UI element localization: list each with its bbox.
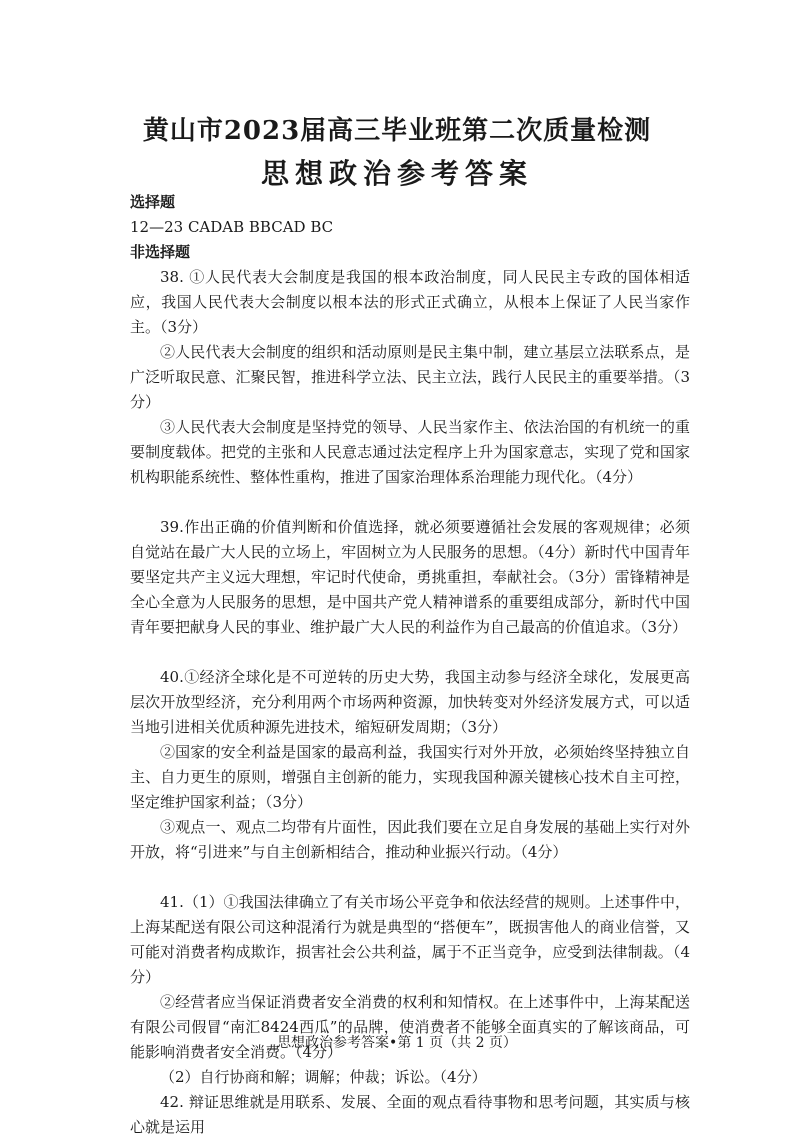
q40-paragraph-1: 40.①经济全球化是不可逆转的历史大势，我国主动参与经济全球化，发展更高层次开放型经济，充分利用两个市场两种资源，加快转变对外经济发展方式，可以适当地引进相关优质种源先进技术，缩短研发周期；（3分） — [130, 668, 690, 736]
q38-paragraph-2: ②人民代表大会制度的组织和活动原则是民主集中制，建立基层立法联系点，是广泛听取民意、汇聚民智，推进科学立法、民主立法，践行人民民主的重要举措。（3分） — [130, 343, 690, 411]
spacer — [130, 640, 690, 665]
page-footer: 思想政治参考答案•第 1 页（共 2 页） — [277, 1035, 517, 1051]
choice-heading: 选择题 — [130, 193, 176, 211]
spacer — [130, 490, 690, 515]
q41-paragraph-3: （2）自行协商和解；调解；仲裁；诉讼。（4分） — [160, 1068, 487, 1086]
spacer — [130, 865, 690, 890]
page-title: 黄山市2023届高三毕业班第二次质量检测 — [142, 116, 652, 146]
choice-answers: 12—23 CADAB BBCAD BC — [130, 218, 334, 236]
q42-paragraph-1: 42. 辩证思维就是用联系、发展、全面的观点看待事物和思考问题，其实质与核心就是运用 — [130, 1093, 690, 1136]
q41-paragraph-2: ②经营者应当保证消费者安全消费的权利和知情权。在上述事件中，上海某配送有限公司假冒“南汇8424西瓜”的品牌，使消费者不能够全面真实的了解该商品，可能影响消费者安全消费。（4分） — [130, 993, 690, 1061]
nonchoice-heading: 非选择题 — [130, 243, 191, 261]
q38-paragraph-1: 38. ①人民代表大会制度是我国的根本政治制度，同人民民主专政的国体相适应，我国人民代表大会制度以根本法的形式正式确立，从根本上保证了人民当家作主。（3分） — [130, 268, 690, 336]
q39-paragraph-1: 39.作出正确的价值判断和价值选择，就必须要遵循社会发展的客观规律；必须自觉站在最广大人民的立场上，牢固树立为人民服务的思想。（4分）新时代中国青年要坚定共产主义远大理想，牢记时代使命，勇挑重担，奉献社会。（3分）雷锋精神是全心全意为人民服务的思想，是中国共产党人精神谱系的重要组成部分，新时代中国青年要把献身人民的事业、维护最广大人民的利益作为自己最高的价值追求。（3分） — [130, 518, 690, 636]
q40-paragraph-2: ②国家的安全利益是国家的最高利益，我国实行对外开放，必须始终坚持独立自主、自力更生的原则，增强自主创新的能力，实现我国种源关键核心技术自主可控，坚定维护国家利益；（3分） — [130, 743, 690, 811]
q38-paragraph-3: ③人民代表大会制度是坚持党的领导、人民当家作主、依法治国的有机统一的重要制度载体。把党的主张和人民意志通过法定程序上升为国家意志，实现了党和国家机构职能系统性、整体性重构，推进了国家治理体系治理能力现代化。（4分） — [130, 418, 690, 486]
q41-paragraph-1: 41.（1）①我国法律确立了有关市场公平竞争和依法经营的规则。上述事件中，上海某配送有限公司这种混淆行为就是典型的“搭便车”，既损害他人的商业信誉，又可能对消费者构成欺诈，损害社会公共利益，属于不正当竞争，应受到法律制裁。（4分） — [130, 893, 690, 986]
page-subtitle: 思想政治参考答案 — [260, 157, 533, 190]
q40-paragraph-3: ③观点一、观点二均带有片面性，因此我们要在立足自身发展的基础上实行对外开放，将“引进来”与自主创新相结合，推动种业振兴行动。（4分） — [130, 818, 690, 861]
answer-content — [130, 190, 690, 1140]
